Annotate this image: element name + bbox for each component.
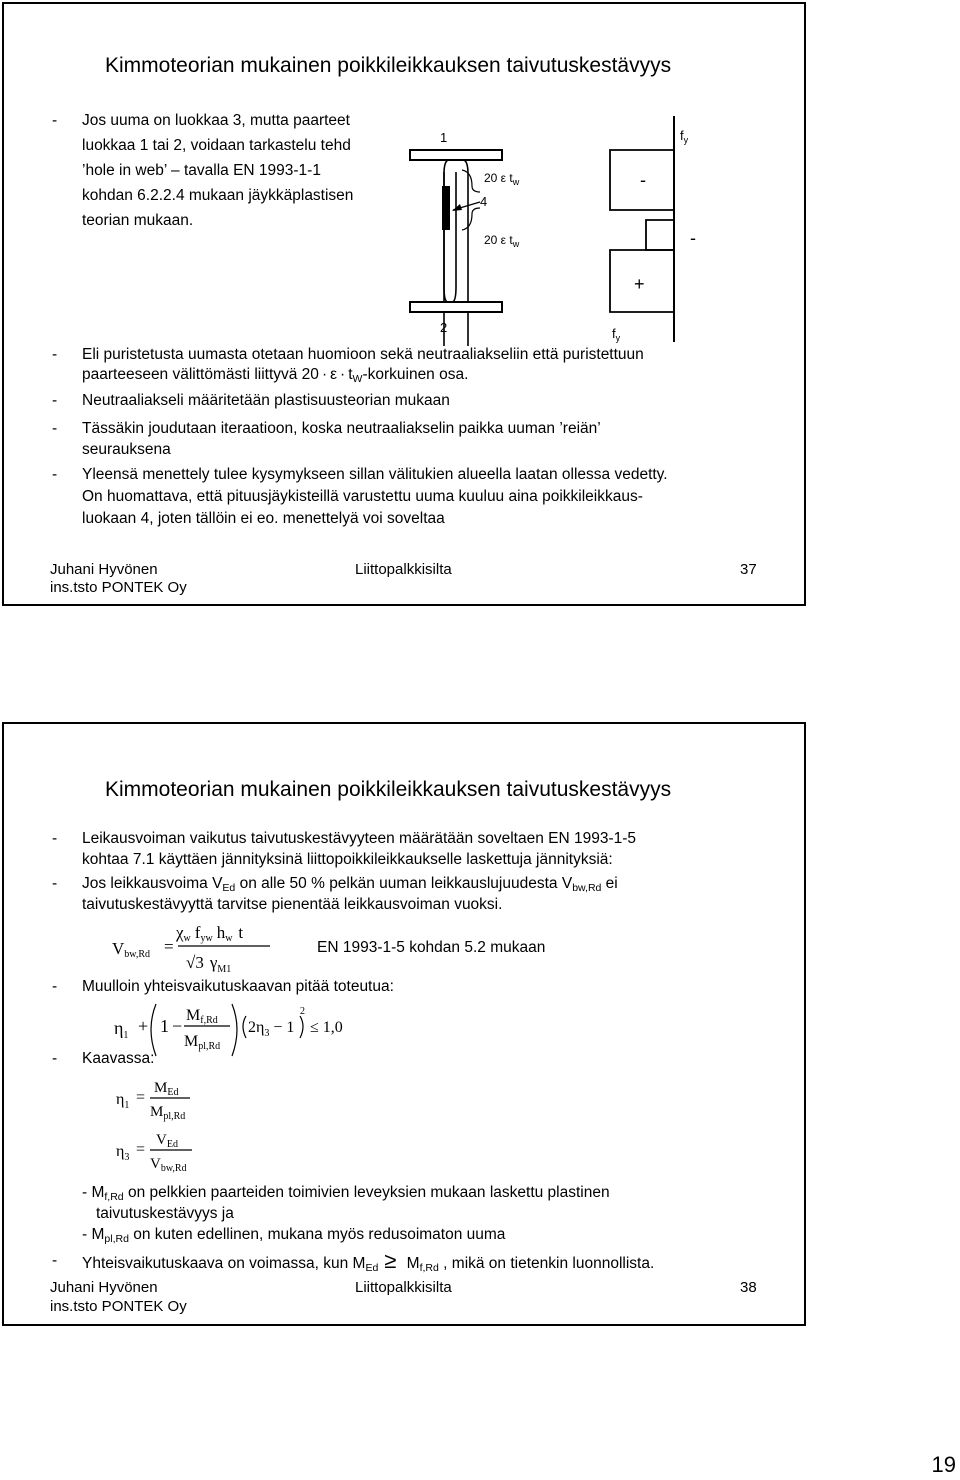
text-line: - $M_{f,Rd}$ on pelkkien paarteiden toimivien leveyksien mukaan laskettu plastinen — [82, 1184, 610, 1203]
svg-text:η1: $\eta_1$ — [114, 1018, 129, 1041]
footer-company: ins.tsto PONTEK Oy — [50, 1298, 187, 1315]
figure-label-4: 4 — [480, 194, 488, 209]
text-line: Yleensä menettely tulee kysymykseen sillan välitukien alueella laatan ollessa vedetty. — [82, 466, 668, 483]
svg-text:20 ε tw — [484, 233, 520, 249]
bullet-dash: - — [52, 466, 58, 483]
text-line: Muulloin yhteisvaikutuskaavan pitää toteutua: — [82, 978, 394, 995]
text-line: taivutuskestävyys ja — [96, 1205, 234, 1222]
svg-text:η1: $\eta_1$ — [116, 1091, 130, 1111]
slide-title: Kimmoteorian mukainen poikkileikkauksen taivutuskestävyys — [105, 778, 672, 801]
bullet-dash: - — [52, 1050, 58, 1067]
dim-sub-top: w — [512, 177, 520, 187]
text-line: seurauksena — [82, 441, 171, 458]
svg-text:fy — [680, 128, 689, 145]
text-line: paarteeseen välittömästi liittyvä $20 \cdot \varepsilon \cdot t_W$-korkuinen osa. — [82, 366, 469, 385]
text-line: luokaan 4, joten tällöin ei eo. menettelyä voi soveltaa — [82, 510, 445, 527]
text-line: Leikausvoiman vaikutus taivutuskestävyyteen määrätään soveltaen EN 1993-1-5 — [82, 830, 637, 847]
dim-label-top: 20 ε t — [484, 171, 513, 185]
svg-text:2: 2 — [300, 1006, 305, 1017]
figure-label-1: 1 — [440, 130, 448, 145]
formula-eta3 — [114, 1128, 224, 1178]
bullet-dash: - — [52, 112, 58, 129]
text-line: taivutuskestävyyttä tarvitse pienentää leikkausvoiman vuoksi. — [82, 896, 503, 913]
slide-38 — [2, 722, 806, 1326]
page-number: 19 — [931, 1452, 956, 1477]
text-line: Jos uuma on luokkaa 3, mutta paarteet — [82, 112, 350, 129]
svg-text:MEd: $M_{Ed}$ — [154, 1080, 179, 1098]
bullet-dash: - — [52, 420, 58, 437]
svg-text:Mf,Rd: Mf,Rd — [186, 1007, 218, 1026]
footer-title: Liittopalkkisilta — [355, 561, 452, 578]
footer-author: Juhani Hyvönen — [50, 1279, 158, 1296]
text-line: Eli puristetusta uumasta otetaan huomioon sekä neutraaliakseliin että puristettuun — [82, 346, 644, 363]
fy-top-sub: y — [683, 135, 689, 145]
svg-text:Mpl,Rd: $M_{pl,Rd}$ — [150, 1104, 186, 1122]
dim-sub-bottom: w — [512, 239, 520, 249]
fy-bottom-label: f — [612, 326, 616, 341]
bullet-dash: - — [52, 875, 58, 892]
svg-text:−: − — [172, 1016, 183, 1036]
svg-text:Mpl,Rd: Mpl,Rd — [184, 1033, 221, 1052]
dim-label-bottom: 20 ε t — [484, 233, 513, 247]
svg-text:χwfywhwt: χw fyw hw t — [176, 923, 244, 944]
footer-author: Juhani Hyvönen — [50, 561, 158, 578]
footer-title: Liittopalkkisilta — [355, 1279, 452, 1296]
text-line: Tässäkin joudutaan iteraatioon, koska neutraaliakselin paikka uuman ’reiän’ — [82, 420, 601, 437]
bullet-dash: - — [52, 1252, 58, 1269]
svg-text:η3: $\eta_3$ — [116, 1143, 130, 1163]
slide-number: 38 — [740, 1279, 757, 1296]
bullet-dash: - — [52, 830, 58, 847]
formula-eta1 — [114, 1076, 224, 1124]
figure-label-2: 2 — [440, 320, 448, 335]
text-line: - $M_{pl,Rd}$ on kuten edellinen, mukana myös redusoimaton uuma — [82, 1226, 506, 1245]
svg-text:√3γM1: √3 $\gamma_{M1}$ — [186, 953, 232, 975]
bullet-dash: - — [52, 978, 58, 995]
svg-text:=: = — [136, 1089, 146, 1106]
text-line: kohdan 6.2.2.4 mukaan jäykkäplastisen — [82, 187, 354, 204]
svg-text:≤ 1,0: ≤ 1,0 — [310, 1019, 343, 1036]
svg-text:Vbw,Rd: Vbw,Rd — [112, 939, 151, 960]
svg-text:=: = — [164, 937, 174, 956]
svg-text:+: + — [138, 1016, 149, 1036]
cross-section-figure — [400, 112, 706, 346]
text-line: luokkaa 1 tai 2, voidaan tarkastelu tehd — [82, 137, 351, 154]
minus-sign-2: - — [690, 228, 696, 248]
slide-number: 37 — [740, 561, 757, 578]
svg-text:20 ε tw — [484, 171, 520, 187]
formula-note: EN 1993-1-5 kohdan 5.2 mukaan — [317, 939, 546, 956]
footer-company: ins.tsto PONTEK Oy — [50, 579, 187, 596]
text-line: Kaavassa: — [82, 1050, 155, 1067]
slide-37 — [2, 2, 806, 606]
slide-title: Kimmoteorian mukainen poikkileikkauksen taivutuskestävyys — [105, 54, 672, 77]
svg-text:2η3−1: $2\eta_3 - 1$ — [248, 1019, 295, 1039]
text-line: On huomattava, että pituusjäykisteillä varustettu uuma kuuluu aina poikkileikkaus- — [82, 488, 643, 505]
fy-bottom-sub: y — [615, 333, 621, 343]
plus-sign: + — [634, 274, 645, 294]
svg-text:VEd: $V_{Ed}$ — [156, 1132, 178, 1150]
svg-text:1: 1 — [160, 1016, 169, 1036]
svg-text:=: = — [136, 1141, 146, 1158]
minus-sign: - — [640, 170, 646, 190]
fy-top-label: f — [680, 128, 684, 143]
svg-text:Vbw,Rd: $V_{bw,Rd}$ — [150, 1156, 187, 1174]
text-line: Neutraaliakseli määritetään plastisuusteorian mukaan — [82, 392, 450, 409]
text-line: ’hole in web’ – tavalla EN 1993-1-1 — [82, 162, 321, 179]
text-line: Jos leikkausvoima $V_{Ed}$ on alle 50 % pelkän uuman leikkauslujuudesta $V_{bw,Rd}$ ei — [82, 875, 618, 894]
svg-text:fy — [612, 326, 621, 343]
text-line: teorian mukaan. — [82, 212, 194, 229]
text-line: Yhteisvaikutuskaava on voimassa, kun $M_{Ed} \ge M_{f,Rd}$ , mikä on tietenkin luonnollista. — [82, 1248, 655, 1274]
formula-vbwrd — [110, 920, 280, 976]
bullet-dash: - — [52, 392, 58, 409]
text-line: kohtaa 7.1 käyttäen jännityksinä liittopoikkileikkaukselle laskettuja jännityksiä: — [82, 851, 613, 868]
bullet-dash: - — [52, 346, 58, 363]
